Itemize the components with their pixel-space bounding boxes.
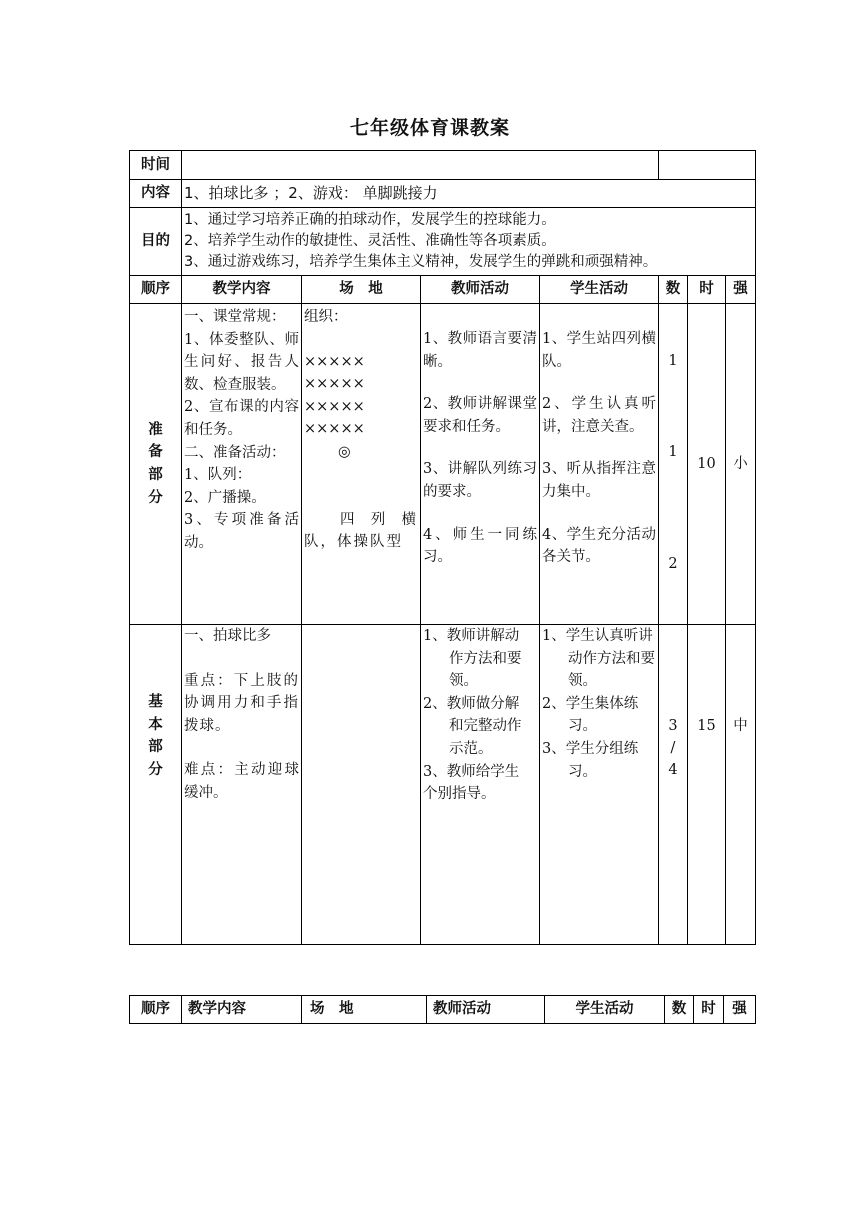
- col-header-time: 时: [688, 276, 726, 304]
- list-item: 2、广播操。: [184, 489, 266, 506]
- list-item: 1、教师讲解动作方法和要领。: [423, 628, 522, 690]
- section-label-main: 基 本 部 分: [130, 625, 182, 945]
- prep-content: [182, 304, 302, 625]
- list-item: 一、课堂常规：: [184, 309, 286, 325]
- goal-label: 目的: [130, 208, 182, 276]
- list-item: 一、拍球比多: [184, 628, 271, 644]
- prep-counts: [659, 304, 688, 625]
- type-value: [659, 151, 756, 180]
- goal-list: [182, 208, 756, 276]
- col-header-field: 场 地: [302, 276, 421, 304]
- col-header-order: 顺序: [130, 276, 182, 304]
- list-item: 1、队列：: [184, 467, 252, 484]
- list-item: 3、教师给学生个别指导。: [423, 763, 520, 803]
- col-header-time: 时: [694, 996, 724, 1024]
- list-item: 3、听从指挥注意力集中。: [542, 461, 656, 500]
- col-header-order: 顺序: [130, 996, 182, 1024]
- prep-field: [302, 304, 421, 625]
- col-header-count: 数: [659, 276, 688, 304]
- list-item: 4、师生一同练习。: [423, 526, 537, 566]
- page-title: 七年级体育课教案: [349, 117, 510, 139]
- col-header-content: 教学内容: [182, 996, 302, 1024]
- list-item: 1、教师语言要清晰。: [423, 331, 537, 370]
- col-header-teacher: 教师活动: [427, 996, 545, 1024]
- list-item: 3、讲解队列练习的要求。: [423, 461, 537, 500]
- list-item: 难点：主动迎球缓冲。: [184, 762, 299, 801]
- col-header-intensity: 强: [726, 276, 756, 304]
- main-teacher: [421, 625, 540, 945]
- list-item: 1、学生认真听讲动作方法和要领。: [542, 628, 655, 690]
- field-org-label: 组织：: [304, 309, 348, 325]
- formation-row: ×××××: [304, 398, 365, 415]
- section-label-prep: 准 备 部 分: [130, 304, 182, 625]
- main-time: 15: [688, 625, 726, 945]
- list-item: 3、学生分组练习。: [542, 740, 639, 780]
- main-student: [540, 625, 659, 945]
- list-item: 3、专项准备活动。: [184, 512, 299, 551]
- prep-intensity: 小: [726, 304, 756, 625]
- col-header-content: 教学内容: [182, 276, 302, 304]
- col-header-student: 学生活动: [540, 276, 659, 304]
- count-value: /: [670, 740, 676, 756]
- list-item: 2、宣布课的内容和任务。: [184, 399, 299, 438]
- formation-teacher-mark: ◎: [338, 443, 351, 460]
- content-value: 1、拍球比多 ；2、游戏： 单脚跳接力: [182, 180, 756, 208]
- list-item: 2、学生认真听讲，注意关查。: [542, 396, 656, 435]
- count-value: 3: [668, 718, 678, 734]
- list-item: 1、体委整队、师生问好、报告人数、检查服装。: [184, 331, 299, 393]
- formation-row: ×××××: [304, 353, 365, 370]
- formation-note: 四列横队，体操队型: [304, 511, 418, 551]
- count-value: 1: [668, 443, 678, 460]
- col-header-intensity: 强: [724, 996, 756, 1024]
- prep-student: [540, 304, 659, 625]
- content-label: 内容: [130, 180, 182, 208]
- list-item: 二、准备活动：: [184, 444, 286, 461]
- count-value: 4: [668, 762, 678, 778]
- time-label: 时间: [130, 151, 182, 180]
- time-value: [182, 151, 659, 180]
- lesson-plan-table: [129, 150, 756, 945]
- formation-row: ×××××: [304, 421, 365, 438]
- list-item: 重点：下上肢的协调用力和手指拨球。: [184, 672, 299, 734]
- goal-item: 3、通过游戏练习，培养学生集体主义精神，发展学生的弹跳和顽强精神。: [184, 254, 658, 270]
- main-field: [302, 625, 421, 945]
- col-header-field: 场 地: [302, 996, 427, 1024]
- prep-teacher: [421, 304, 540, 625]
- goal-item: 2、培养学生动作的敏捷性、灵活性、准确性等各项素质。: [184, 233, 556, 249]
- main-intensity: 中: [726, 625, 756, 945]
- count-value: 2: [668, 556, 678, 573]
- formation-row: ×××××: [304, 376, 365, 393]
- list-item: 2、教师讲解课堂要求和任务。: [423, 396, 537, 435]
- prep-time: 10: [688, 304, 726, 625]
- col-header-count: 数: [665, 996, 694, 1024]
- list-item: 1、学生站四列横队。: [542, 331, 656, 370]
- continuation-header-table: [129, 995, 756, 1024]
- list-item: 4、学生充分活动各关节。: [542, 526, 656, 566]
- goal-item: 1、通过学习培养正确的拍球动作，发展学生的控球能力。: [184, 212, 556, 228]
- list-item: 2、学生集体练习。: [542, 695, 639, 735]
- count-value: 1: [668, 353, 678, 369]
- list-item: 2、教师做分解和完整动作示范。: [423, 695, 522, 757]
- col-header-student: 学生活动: [545, 996, 665, 1024]
- col-header-teacher: 教师活动: [421, 276, 540, 304]
- main-content: [182, 625, 302, 945]
- main-counts: [659, 625, 688, 945]
